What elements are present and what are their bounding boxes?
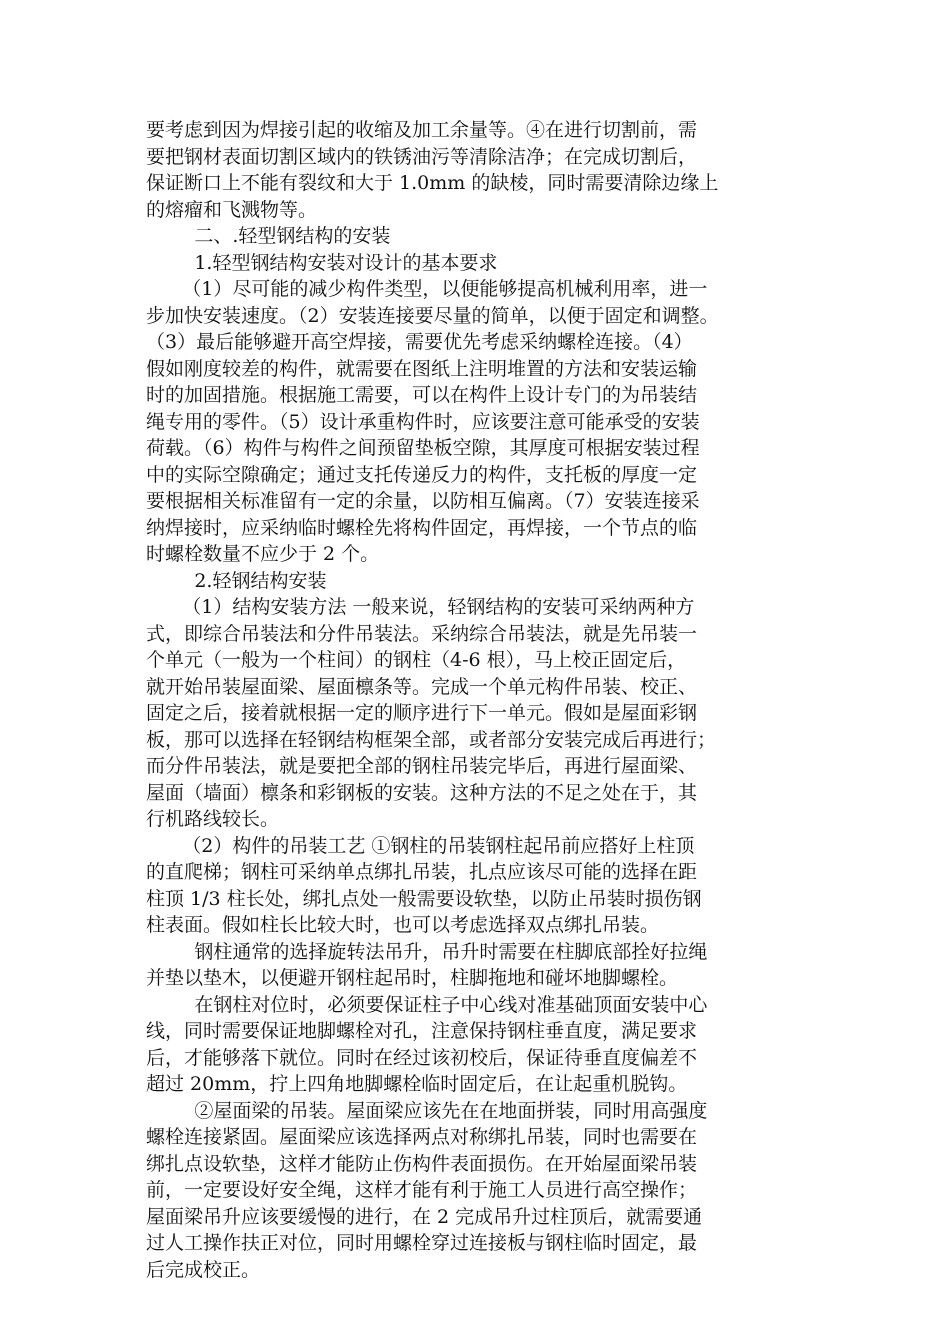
text-line: 绳专用的零件。（5）设计承重构件时，应该要注意可能承受的安装 bbox=[146, 410, 700, 433]
text-line: 步加快安装速度。（2）安装连接要尽量的简单，以便于固定和调整。 bbox=[146, 304, 719, 327]
text-line: 式，即综合吊装法和分件吊装法。采纳综合吊装法，就是先吊装一 bbox=[146, 622, 698, 645]
text-line: 时的加固措施。根据施工需要，可以在构件上设计专门的为吊装结 bbox=[146, 384, 698, 406]
text-line: 时螺栓数量不应少于 2 个。 bbox=[146, 543, 380, 565]
text-line: 后，才能够落下就位。同时在经过该初校后，保证待垂直度偏差不 bbox=[146, 1046, 698, 1069]
text-line: 要把钢材表面切割区域内的铁锈油污等清除洁净；在完成切割后， bbox=[146, 145, 698, 168]
text-line: 1.轻型钢结构安装对设计的基本要求 bbox=[146, 251, 498, 274]
text-line: 螺栓连接紧固。屋面梁应该选择两点对称绑扎吊装，同时也需要在 bbox=[146, 1126, 698, 1148]
text-line: （1）结构安装方法 一般来说，轻钢结构的安装可采纳两种方 bbox=[146, 596, 695, 618]
text-line: （2）构件的吊装工艺 ①钢柱的吊装钢柱起吊前应搭好上柱顶 bbox=[146, 834, 695, 857]
text-line: 要考虑到因为焊接引起的收缩及加工余量等。④在进行切割前，需 bbox=[146, 119, 698, 141]
text-line: 纳焊接时，应采纳临时螺栓先将构件固定，再焊接，一个节点的临 bbox=[146, 516, 698, 539]
text-line: 固定之后，接着就根据一定的顺序进行下一单元。假如是屋面彩钢 bbox=[146, 702, 698, 724]
text-line: 的熔瘤和飞溅物等。 bbox=[146, 198, 318, 221]
text-line: ②屋面梁的吊装。屋面梁应该先在在地面拼装，同时用高强度 bbox=[146, 1099, 708, 1122]
text-line: 要根据相关标准留有一定的余量，以防相互偏离。（7）安装连接采 bbox=[146, 490, 700, 512]
text-line: 钢柱通常的选择旋转法吊升，吊升时需要在柱脚底部拴好拉绳 bbox=[146, 940, 708, 963]
text-line: 过人工操作扶正对位，同时用螺栓穿过连接板与钢柱临时固定，最 bbox=[146, 1232, 698, 1254]
text-line: 个单元（一般为一个柱间）的钢柱（4-6 根），马上校正固定后， bbox=[146, 649, 687, 671]
text-line: 假如刚度较差的构件，就需要在图纸上注明堆置的方法和安装运输 bbox=[146, 357, 698, 380]
text-line: 2.轻钢结构安装 bbox=[146, 569, 327, 592]
text-line: （1）尽可能的减少构件类型，以便能够提高机械利用率，进一 bbox=[146, 278, 708, 300]
text-line: 中的实际空隙确定；通过支托传递反力的构件，支托板的厚度一定 bbox=[146, 463, 698, 486]
text-line: 并垫以垫木，以便避开钢柱起吊时，柱脚拖地和碰坏地脚螺栓。 bbox=[146, 967, 679, 989]
text-line: 绑扎点设软垫，这样才能防止伤构件表面损伤。在开始屋面梁吊装 bbox=[146, 1152, 698, 1175]
text-line: 就开始吊装屋面梁、屋面檩条等。完成一个单元构件吊装、校正、 bbox=[146, 675, 698, 698]
text-line: 板，那可以选择在轻钢结构框架全部，或者部分安装完成后再进行； bbox=[146, 728, 717, 751]
text-line: 屋面梁吊升应该要缓慢的进行，在 2 完成吊升过柱顶后，就需要通 bbox=[146, 1205, 703, 1228]
text-line: 超过 20mm，拧上四角地脚螺栓临时固定后，在让起重机脱钩。 bbox=[146, 1073, 688, 1095]
text-line: 线，同时需要保证地脚螺栓对孔，注意保持钢柱垂直度，满足要求 bbox=[146, 1020, 698, 1042]
text-line: 的直爬梯；钢柱可采纳单点绑扎吊装，扎点应该尽可能的选择在距 bbox=[146, 861, 698, 883]
document-body bbox=[146, 117, 826, 1283]
text-line: （3）最后能够避开高空焊接，需要优先考虑采纳螺栓连接。（4） bbox=[146, 331, 693, 353]
text-line: 后完成校正。 bbox=[146, 1258, 261, 1281]
text-line: 屋面（墙面）檩条和彩钢板的安装。这种方法的不足之处在于，其 bbox=[146, 781, 698, 804]
text-line: 二、.轻型钢结构的安装 bbox=[146, 225, 391, 247]
text-line: 在钢柱对位时，必须要保证柱子中心线对准基础顶面安装中心 bbox=[146, 993, 708, 1016]
text-line: 柱顶 1/3 柱长处，绑扎点处一般需要设软垫，以防止吊装时损伤钢 bbox=[146, 887, 702, 910]
text-line: 荷载。（6）构件与构件之间预留垫板空隙，其厚度可根据安装过程 bbox=[146, 437, 700, 459]
text-line: 前，一定要设好安全绳，这样才能有利于施工人员进行高空操作； bbox=[146, 1179, 698, 1201]
text-line: 柱表面。假如柱长比较大时，也可以考虑选择双点绑扎吊装。 bbox=[146, 914, 660, 936]
text-line: 行机路线较长。 bbox=[146, 808, 280, 830]
text-line: 保证断口上不能有裂纹和大于 1.0mm 的缺棱，同时需要清除边缘上 bbox=[146, 172, 719, 194]
text-line: 而分件吊装法，就是要把全部的钢柱吊装完毕后，再进行屋面梁、 bbox=[146, 755, 698, 777]
